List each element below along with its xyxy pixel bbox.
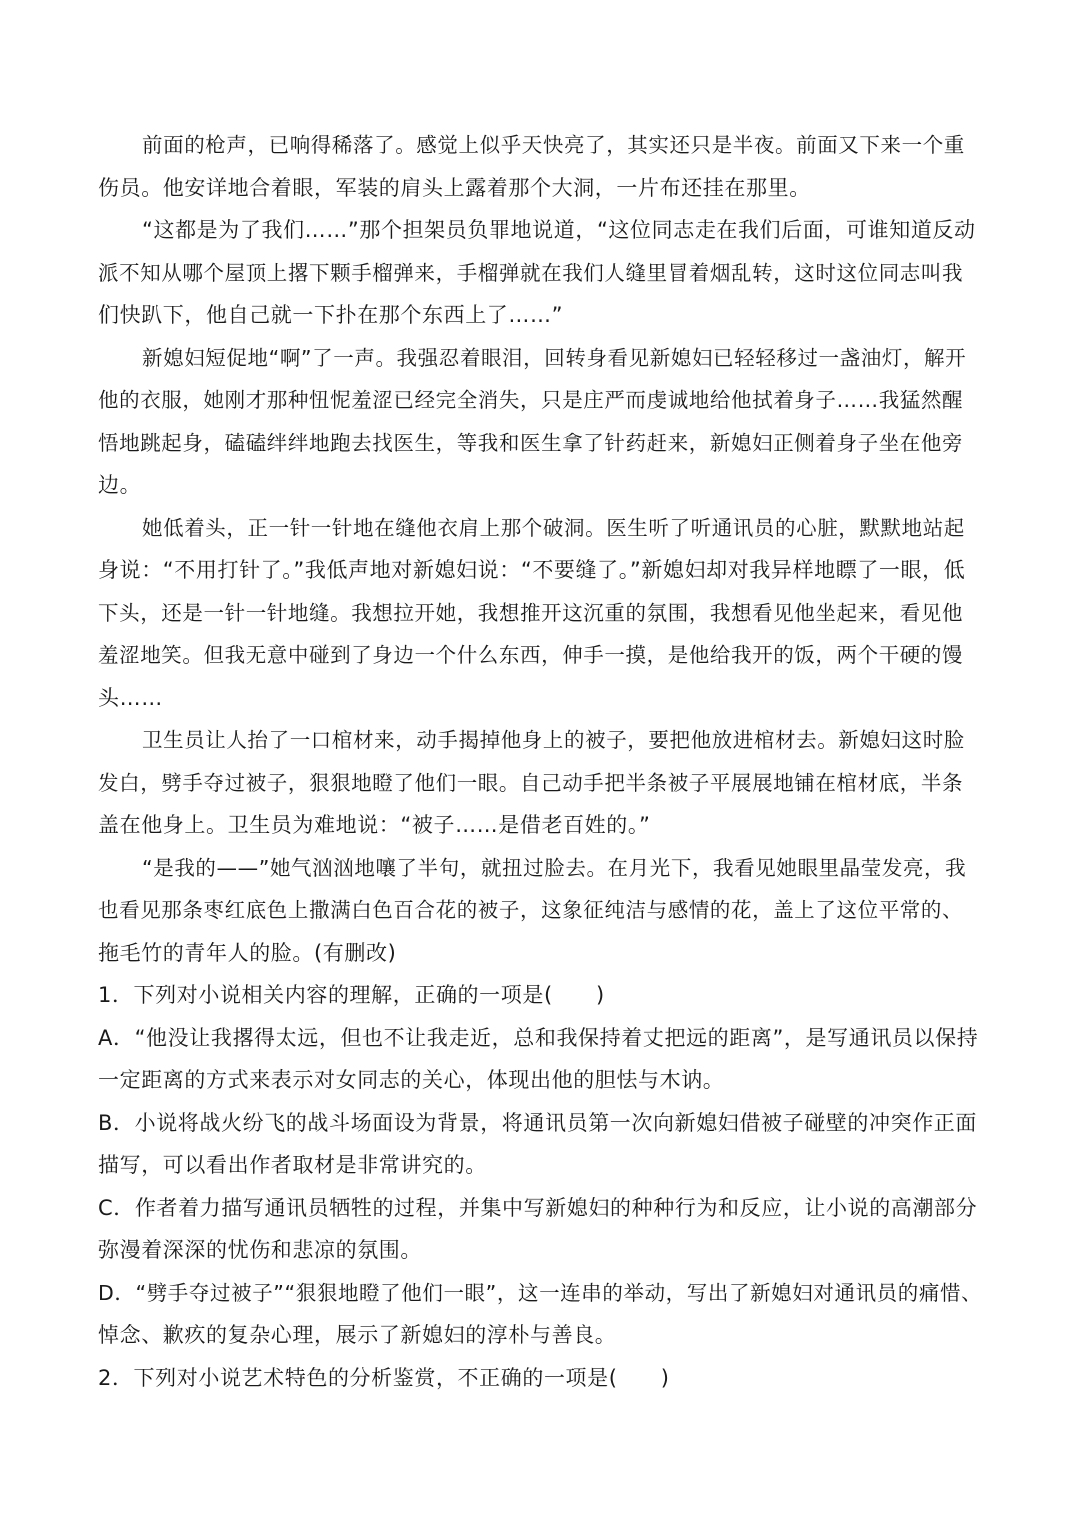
text-line: C．作者着力描写通讯员牺牲的过程，并集中写新媳妇的种种行为和反应，让小说的高潮部分 xyxy=(98,1195,978,1220)
text-line: 盖在他身上。卫生员为难地说：“被子……是借老百姓的。” xyxy=(98,813,651,837)
text-line: 一定距离的方式来表示对女同志的关心，体现出他的胆怯与木讷。 xyxy=(98,1068,725,1092)
text-line: 羞涩地笑。但我无意中碰到了身边一个什么东西，伸手一摸，是他给我开的饭，两个干硬的馒 xyxy=(98,643,964,667)
text-line: 她低着头，正一针一针地在缝他衣肩上那个破洞。医生听了听通讯员的心脏，默默地站起 xyxy=(142,515,965,540)
text-line: 悼念、歉疚的复杂心理，展示了新媳妇的淳朴与善良。 xyxy=(98,1323,617,1347)
text-line: 派不知从哪个屋顶上撂下颗手榴弹来，手榴弹就在我们人缝里冒着烟乱转，这时这位同志叫我 xyxy=(98,260,964,285)
text-line: 也看见那条枣红底色上撒满白色百合花的被子，这象征纯洁与感情的花，盖上了这位平常的、 xyxy=(98,898,964,922)
text-line: 头…… xyxy=(98,685,163,710)
text-line: B．小说将战火纷飞的战斗场面设为背景，将通讯员第一次向新媳妇借被子碰壁的冲突作正面 xyxy=(98,1110,978,1135)
text-line: 前面的枪声，已响得稀落了。感觉上似乎天快亮了，其实还只是半夜。前面又下来一个重 xyxy=(142,133,965,157)
text-line: 发白，劈手夺过被子，狠狠地瞪了他们一眼。自己动手把半条被子平展展地铺在棺材底，半条 xyxy=(98,770,964,795)
text-line: 下头，还是一针一针地缝。我想拉开她，我想推开这沉重的氛围，我想看见他坐起来，看见他 xyxy=(98,600,964,625)
text-line: 伤员。他安详地合着眼，军装的肩头上露着那个大洞，一片布还挂在那里。 xyxy=(98,175,811,200)
text-line: 新媳妇短促地“啊”了一声。我强忍着眼泪，回转身看见新媳妇已轻轻移过一盏油灯，解开 xyxy=(142,345,967,370)
text-line: D．“劈手夺过被子”“狠狠地瞪了他们一眼”，这一连串的举动，写出了新媳妇对通讯员的痛惜、 xyxy=(98,1280,983,1305)
text-line: 弥漫着深深的忧伤和悲凉的氛围。 xyxy=(98,1238,422,1262)
text-line: “是我的——”她气汹汹地嚷了半句，就扭过脸去。在月光下，我看见她眼里晶莹发亮，我 xyxy=(142,855,967,880)
text-line: 悟地跳起身，磕磕绊绊地跑去找医生，等我和医生拿了针药赶来，新媳妇正侧着身子坐在他旁 xyxy=(98,430,964,455)
text-line: 身说：“不用打针了。”我低声地对新媳妇说：“不要缝了。”新媳妇却对我异样地瞟了一眼，低 xyxy=(98,558,966,582)
text-line: 1．下列对小说相关内容的理解，正确的一项是( ) xyxy=(98,983,605,1007)
text-line: 们快趴下，他自己就一下扑在那个东西上了……” xyxy=(98,303,564,327)
text-line: 2．下列对小说艺术特色的分析鉴赏，不正确的一项是( ) xyxy=(98,1365,670,1390)
text-line: 拖毛竹的青年人的脸。(有删改) xyxy=(98,940,397,965)
text-line: 描写，可以看出作者取材是非常讲究的。 xyxy=(98,1153,487,1177)
text-line: 卫生员让人抬了一口棺材来，动手揭掉他身上的被子，要把他放进棺材去。新媳妇这时脸 xyxy=(142,728,965,752)
text-line: “这都是为了我们……”那个担架员负罪地说道，“这位同志走在我们后面，可谁知道反动 xyxy=(142,218,976,242)
text-line: 他的衣服，她刚才那种忸怩羞涩已经完全消失，只是庄严而虔诚地给他拭着身子……我猛然醒 xyxy=(98,388,964,412)
text-line: A．“他没让我撂得太远，但也不让我走近，总和我保持着丈把远的距离”，是写通讯员以保持 xyxy=(98,1025,979,1050)
text-line: 边。 xyxy=(98,473,142,497)
document-body xyxy=(98,124,982,1399)
